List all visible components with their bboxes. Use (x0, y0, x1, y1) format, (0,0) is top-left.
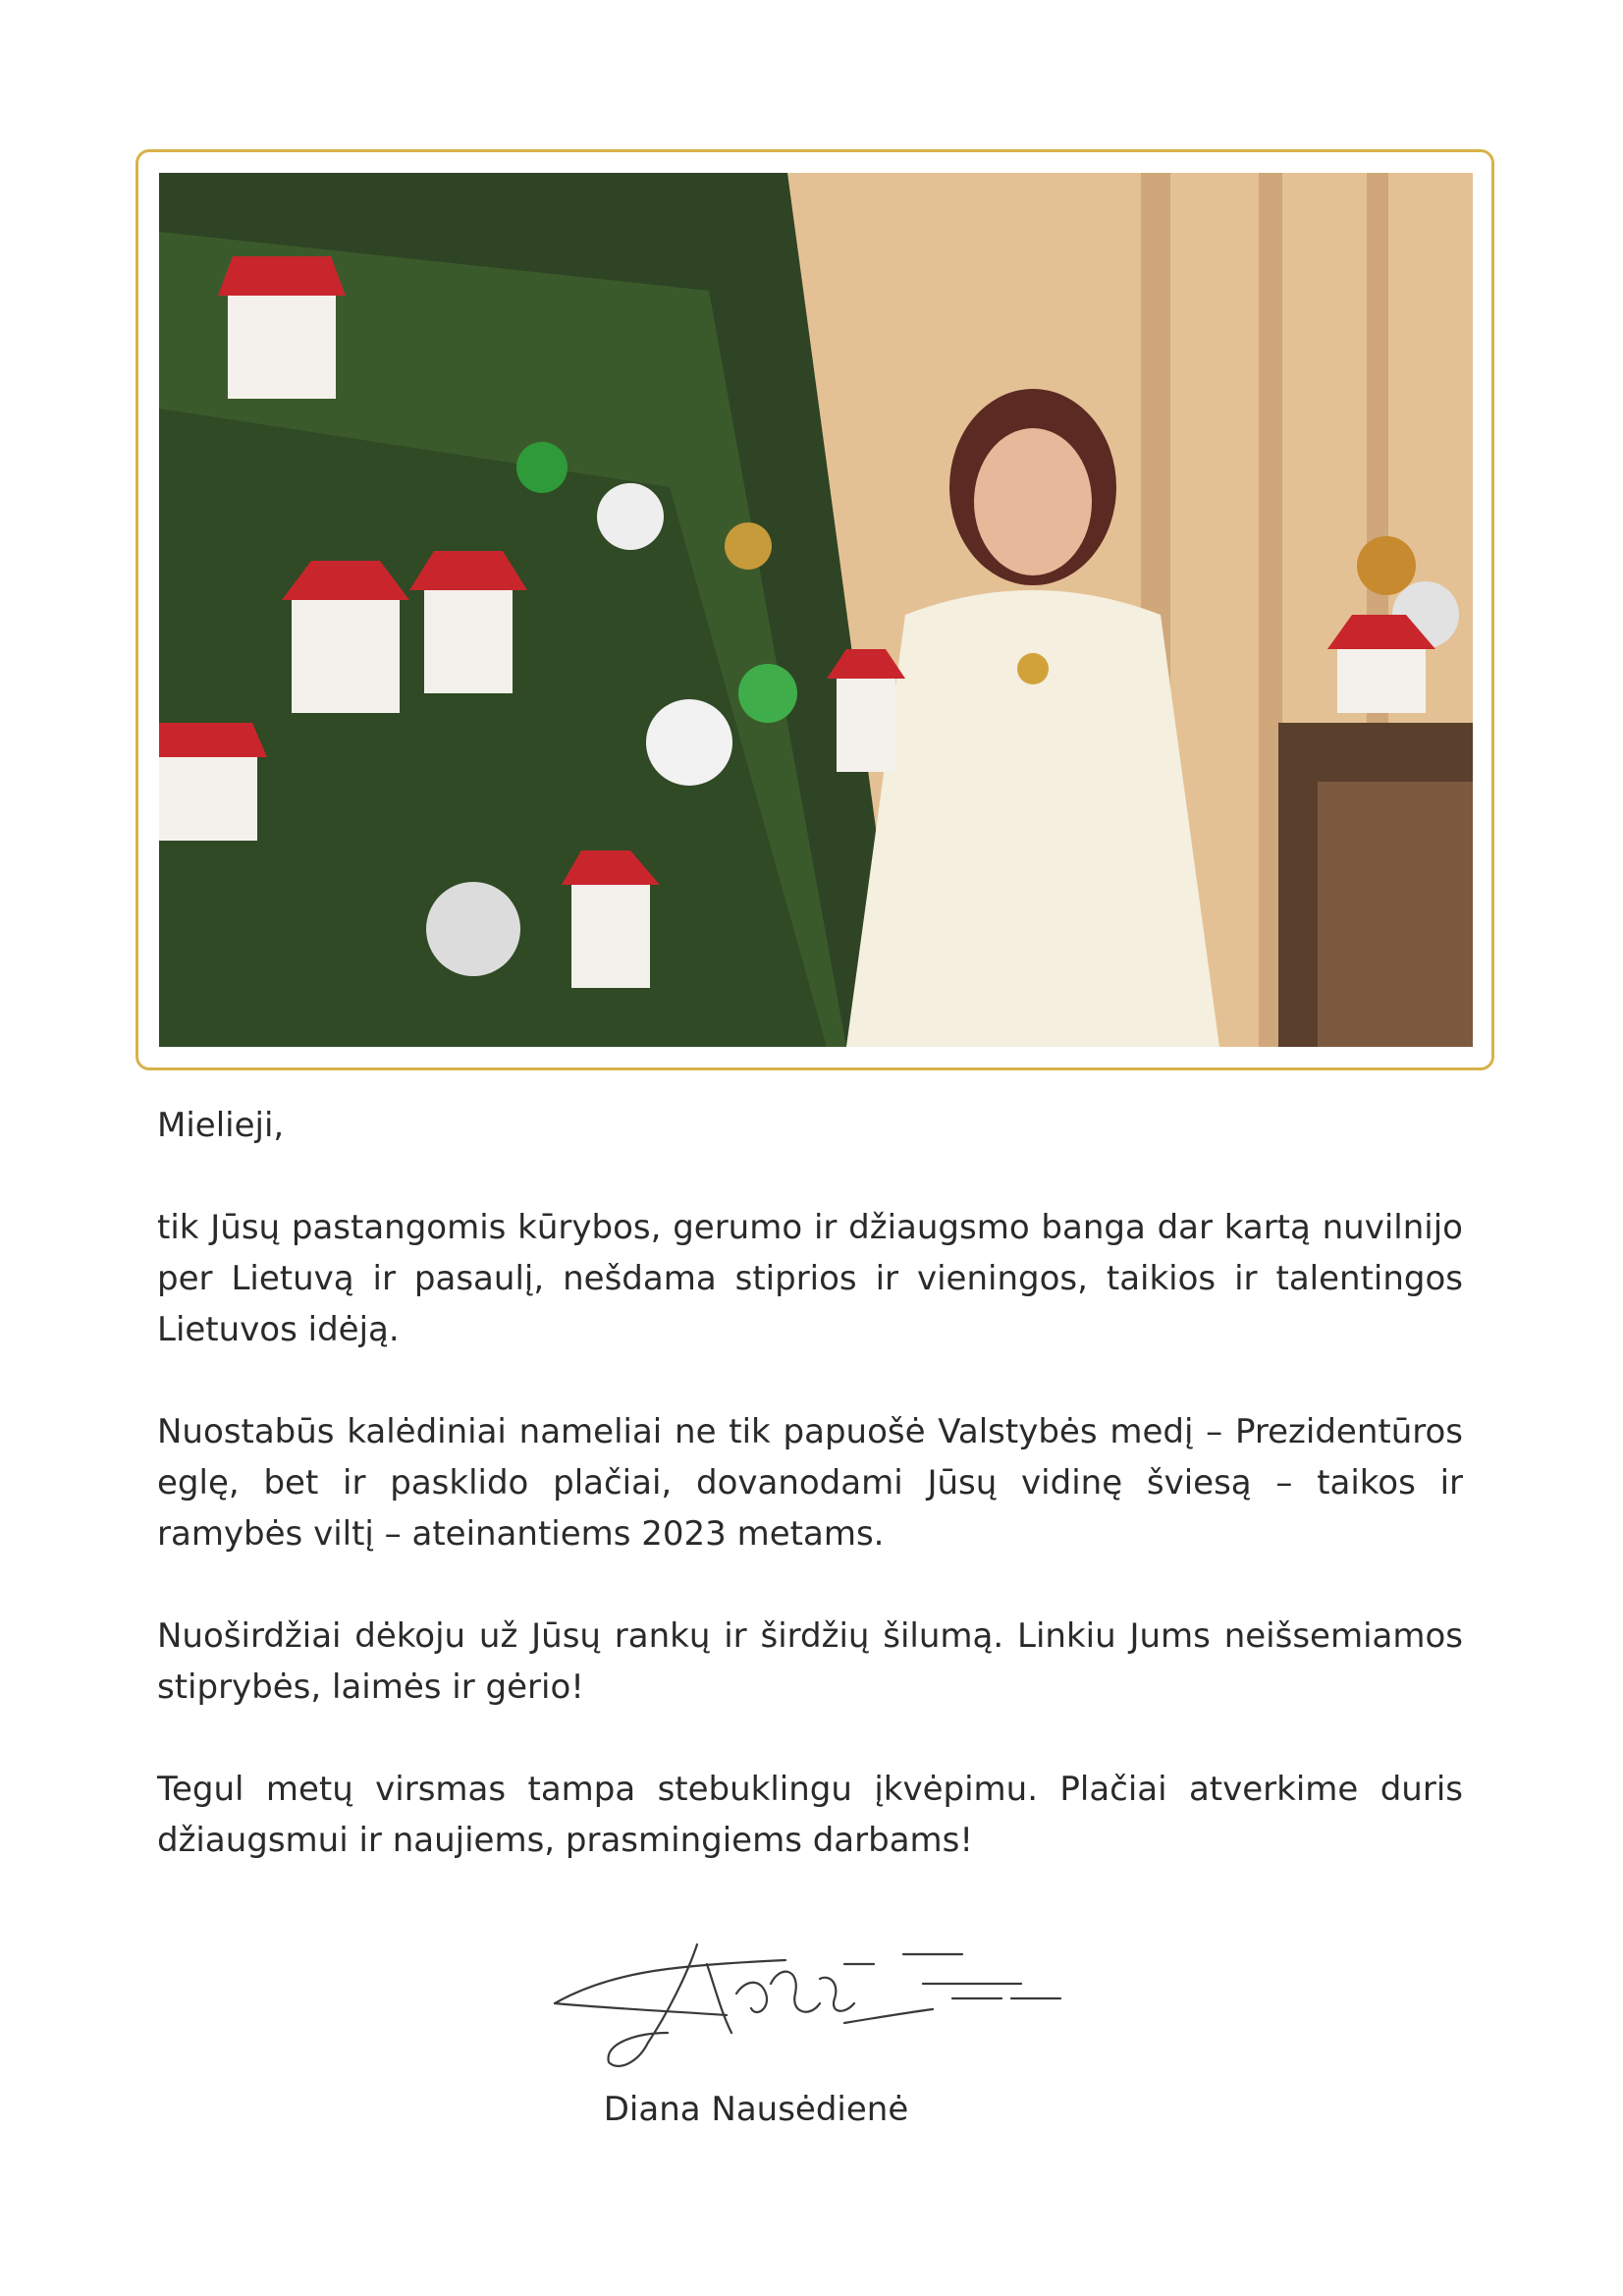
letter-body (157, 1100, 1463, 1917)
paragraph-4: Tegul metų virsmas tampa stebuklingu įkvėpimu. Plačiai atverkime duris džiaugsmui ir naujiems, prasmingiems darbams! (157, 1770, 1463, 1860)
handwritten-signature (550, 1925, 1080, 2082)
paragraph-3: Nuoširdžiai dėkoju už Jūsų rankų ir širdžių šilumą. Linkiu Jums neišsemiamos stiprybės, laimės ir gėrio! (157, 1616, 1463, 1707)
signer-name: Diana Nausėdienė (603, 2090, 909, 2129)
salutation: Mielieji, (157, 1106, 285, 1145)
christmas-tree-photo (159, 173, 1473, 1047)
paragraph-2: Nuostabūs kalėdiniai nameliai ne tik papuošė Valstybės medį – Prezidentūros eglę, bet ir pasklido plačiai, dovanodami Jūsų vidinę šviesą – taikos ir ramybės viltį – ateinantiems 2023 metams. (157, 1412, 1463, 1554)
paragraph-1: tik Jūsų pastangomis kūrybos, gerumo ir džiaugsmo banga dar kartą nuvilnijo per Lietuvą ir pasaulį, nešdama stiprios ir vieningos, taikios ir talentingos Lietuvos idėją. (157, 1208, 1463, 1349)
